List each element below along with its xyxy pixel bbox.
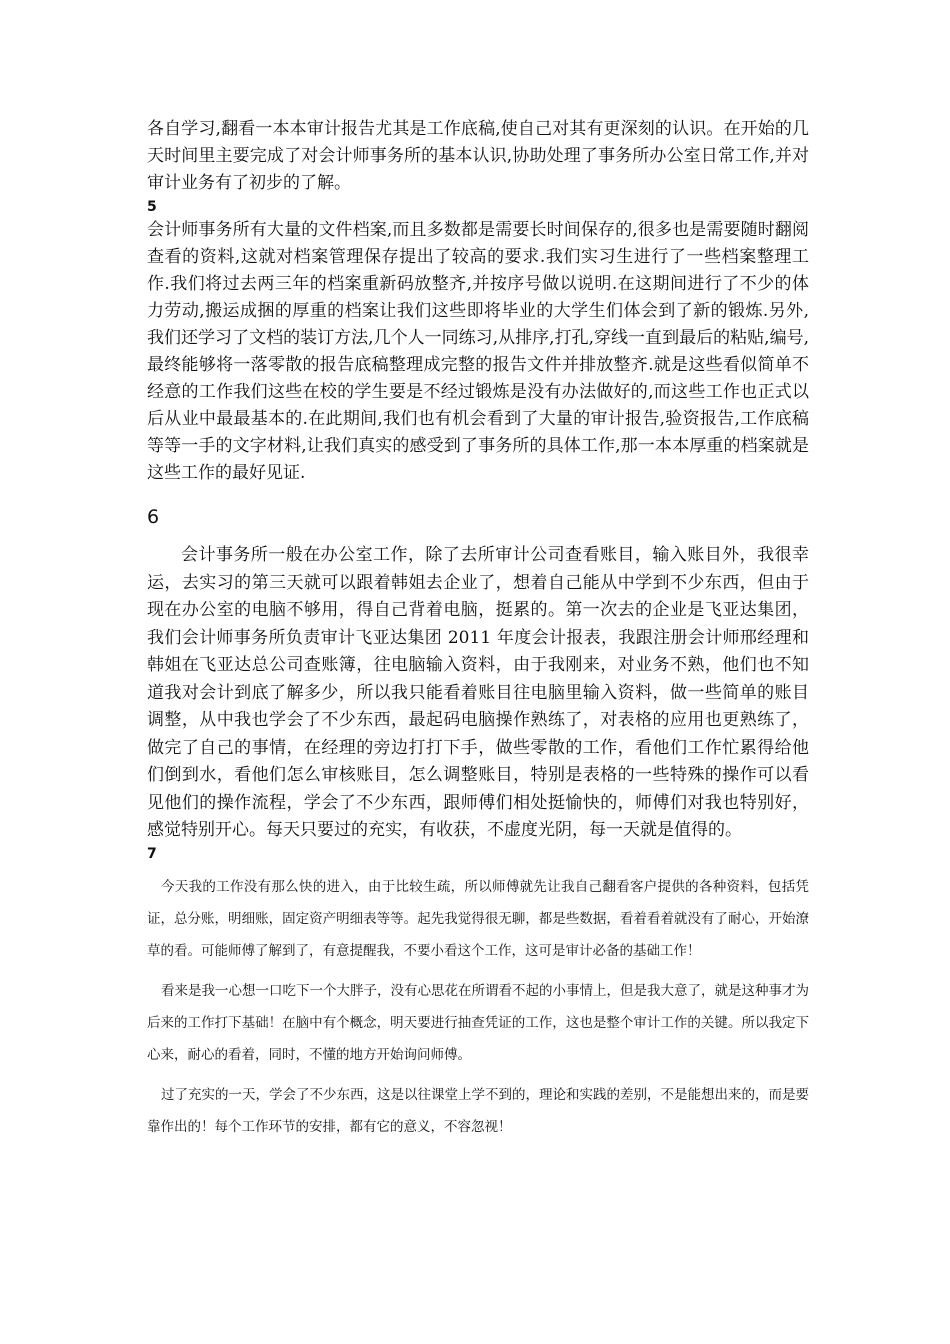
paragraph-1: 各自学习,翻看一本本审计报告尤其是工作底稿,使自己对其有更深刻的认识。在开始的几天时间里主要完成了对会计师事务所的基本认识,协助处理了事务所办公室日常工作,并对审计业务有了初步的了解。 <box>147 119 809 193</box>
paragraph-block-1 <box>147 116 809 197</box>
paragraph-block-4 <box>147 871 809 1143</box>
paragraph-2: 会计师事务所有大量的文件档案,而且多数都是需要长时间保存的,很多也是需要随时翻阅查看的资料,这就对档案管理保存提出了较高的要求.我们实习生进行了一些档案整理工作.我们将过去两三年的档案重新码放整齐,并按序号做以说明.在这期间进行了不少的体力劳动,搬运成捆的厚重的档案让我们这些即将毕业的大学生们体会到了新的锻炼.另外,我们还学习了文档的装订方法,几个人一同练习,从排序,打孔,穿线一直到最后的粘贴,编号,最终能够将一落零散的报告底稿整理成完整的报告文件并排放整齐.就是这些看似简单不经意的工作我们这些在校的学生要是不经过锻炼是没有办法做好的,而这些工作也正式以后从业中最最基本的.在此期间,我们也有机会看到了大量的审计报告,验资报告,工作底稿等等一手的文字材料,让我们真实的感受到了事务所的具体工作,那一本本厚重的档案就是这些工作的最好见证. <box>147 220 809 483</box>
section-number-7: 7 <box>147 846 157 862</box>
paragraph-block-2 <box>147 217 809 487</box>
paragraph-4-3: 过了充实的一天，学会了不少东西，这是以往课堂上学不到的，理论和实践的差别，不是能想出来的，而是要靠作出的！每个工作环节的安排，都有它的意义，不容忽视！ <box>147 1087 809 1135</box>
section-number-5: 5 <box>147 199 157 215</box>
paragraph-3: 会计事务所一般在办公室工作，除了去所审计公司查看账目，输入账目外，我很幸运，去实习的第三天就可以跟着韩姐去企业了，想着自己能从中学到不少东西，但由于现在办公室的电脑不够用，得自己背着电脑，挺累的。第一次去的企业是飞亚达集团，我们会计师事务所负责审计飞亚达集团 2011 年度会计报表，我跟注册会计师邢经理和韩姐在飞亚达总公司查账簿，往电脑输入资料，由于我刚来，对业务不熟，他们也不知道我对会计到底了解多少，所以我只能看着账目往电脑里输入资料，做一些简单的账目调整，从中我也学会了不少东西，最起码电脑操作熟练了，对表格的应用也更熟练了，做完了自己的事情，在经理的旁边打打下手，做些零散的工作，看他们工作忙累得给他们倒到水，看他们怎么审核账目，怎么调整账目，特别是表格的一些特殊的操作可以看见他们的操作流程，学会了不少东西，跟师傅们相处挺愉快的，师傅们对我也特别好，感觉特别开心。每天只要过的充实，有收获，不虚度光阴，每一天就是值得的。 <box>147 545 809 840</box>
section-number-6: 6 <box>147 506 160 528</box>
paragraph-block-3 <box>147 542 809 845</box>
paragraph-4-2: 看来是我一心想一口吃下一个大胖子，没有心思花在所谓看不起的小事情上，但是我大意了，就是这种事才为后来的工作打下基础！在脑中有个概念，明天要进行抽查凭证的工作，这也是整个审计工作的关键。所以我定下心来，耐心的看着，同时，不懂的地方开始询问师傅。 <box>147 983 809 1063</box>
paragraph-4-1: 今天我的工作没有那么快的进入，由于比较生疏，所以师傅就先让我自己翻看客户提供的各种资料，包括凭证，总分账，明细账，固定资产明细表等等。起先我觉得很无聊，都是些数据，看着看着就没有了耐心，开始潦草的看。可能师傅了解到了，有意提醒我，不要小看这个工作，这可是审计必备的基础工作！ <box>147 879 809 959</box>
